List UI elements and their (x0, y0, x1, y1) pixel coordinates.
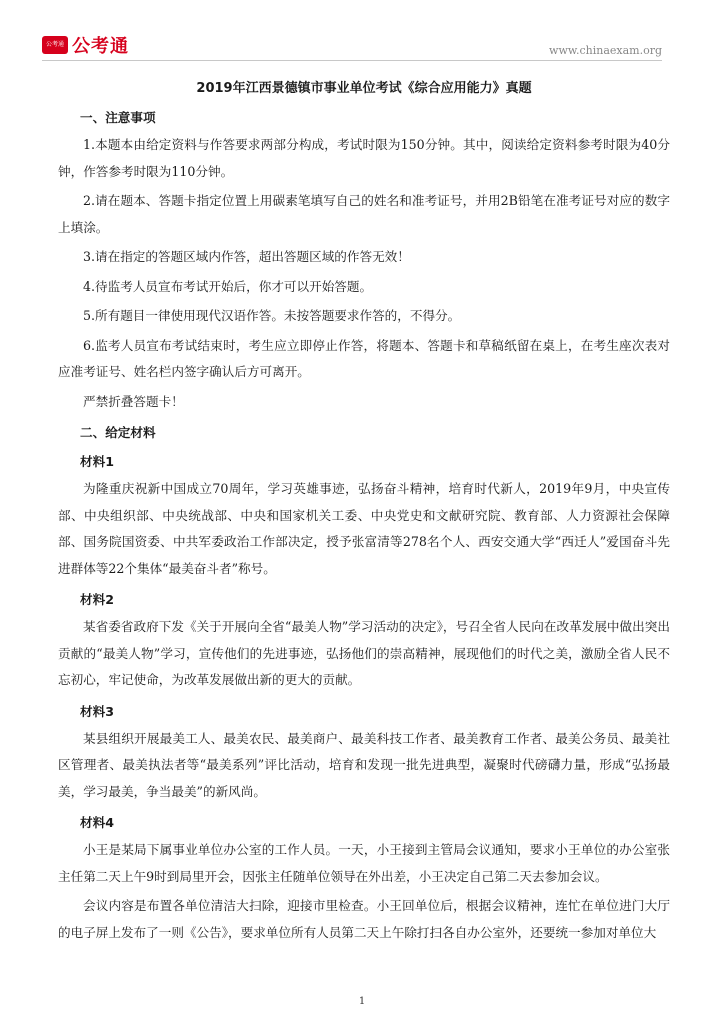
material-label: 材料3 (80, 703, 114, 719)
material-paragraph: 为隆重庆祝新中国成立70周年，学习英雄事迹，弘扬奋斗精神，培育时代新人，2019年9月，中央宣传部、中央组织部、中央统战部、中央和国家机关工委、中央党史和文献研究院、教育部、人力资源社会保障部、国务院国资委、中共军委政治工作部决定，授予张富清等278名个人、西安交通大学“西迁人”爱国奋斗先进群体等22个集体“最美奋斗者”称号。 (58, 481, 670, 576)
material-label: 材料1 (80, 454, 114, 469)
note-item: 严禁折叠答题卡！ (83, 393, 184, 409)
material-label: 材料4 (80, 815, 114, 830)
note-item: 3.请在指定的答题区域内作答，超出答题区域的作答无效！ (83, 249, 410, 264)
logo-text: 公考通 (72, 36, 129, 57)
document-title: 2019年江西景德镇市事业单位考试《综合应用能力》真题 (196, 81, 532, 96)
note-item: 6.监考人员宣布考试结束时，考生应立即停止作答，将题本、答题卡和草稿纸留在桌上，在考生座次表对应准考证号、姓名栏内签字确认后方可离开。 (58, 337, 670, 379)
note-item: 4.待监考人员宣布考试开始后，你才可以开始答题。 (83, 278, 373, 294)
header-divider (42, 60, 662, 61)
material-paragraph: 小王是某局下属事业单位办公室的工作人员。一天，小王接到主管局会议通知，要求小王单位的办公室张主任第二天上午9时到局里开会，因张主任随单位领导在外出差，小王决定自己第二天去参加会议。 (58, 842, 670, 884)
material-paragraph: 会议内容是布置各单位清洁大扫除，迎接市里检查。小王回单位后，根据会议精神，连忙在单位进门大厅的电子屏上发布了一则《公告》，要求单位所有人员第二天上午除打扫各自办公室外，还要统一参加对单位大 (58, 898, 670, 940)
note-item: 1.本题本由给定资料与作答要求两部分构成，考试时限为150分钟。其中，阅读给定资料参考时限为40分钟，作答参考时限为110分钟。 (58, 137, 670, 179)
material-paragraph: 某县组织开展最美工人、最美农民、最美商户、最美科技工作者、最美教育工作者、最美公务员、最美社区管理者、最美执法者等“最美系列”评比活动，培育和发现一批先进典型，凝聚时代磅礴力量，形成“弘扬最美，学习最美，争当最美”的新风尚。 (58, 730, 670, 799)
page-header (0, 0, 724, 62)
section-heading-notes: 一、注意事项 (80, 110, 156, 125)
material-label: 材料2 (80, 592, 114, 607)
section-heading-materials: 二、给定材料 (80, 425, 156, 440)
site-url[interactable]: www.chinaexam.org (549, 44, 662, 57)
logo-badge-icon: 公考通 (42, 36, 68, 54)
note-item: 2.请在题本、答题卡指定位置上用碳素笔填写自己的姓名和准考证号，并用2B铅笔在准考证号对应的数字上填涂。 (58, 193, 670, 235)
note-item: 5.所有题目一律使用现代汉语作答。未按答题要求作答的，不得分。 (83, 308, 461, 323)
document-body (58, 76, 670, 949)
site-logo[interactable] (42, 34, 129, 56)
material-paragraph: 某省委省政府下发《关于开展向全省“最美人物”学习活动的决定》，号召全省人民向在改革发展中做出突出贡献的“最美人物”学习，宣传他们的先进事迹，弘扬他们的崇高精神，展现他们的时代之美，激励全省人民不忘初心，牢记使命，为改革发展做出新的更大的贡献。 (58, 619, 670, 687)
page-number: 1 (358, 996, 366, 1007)
